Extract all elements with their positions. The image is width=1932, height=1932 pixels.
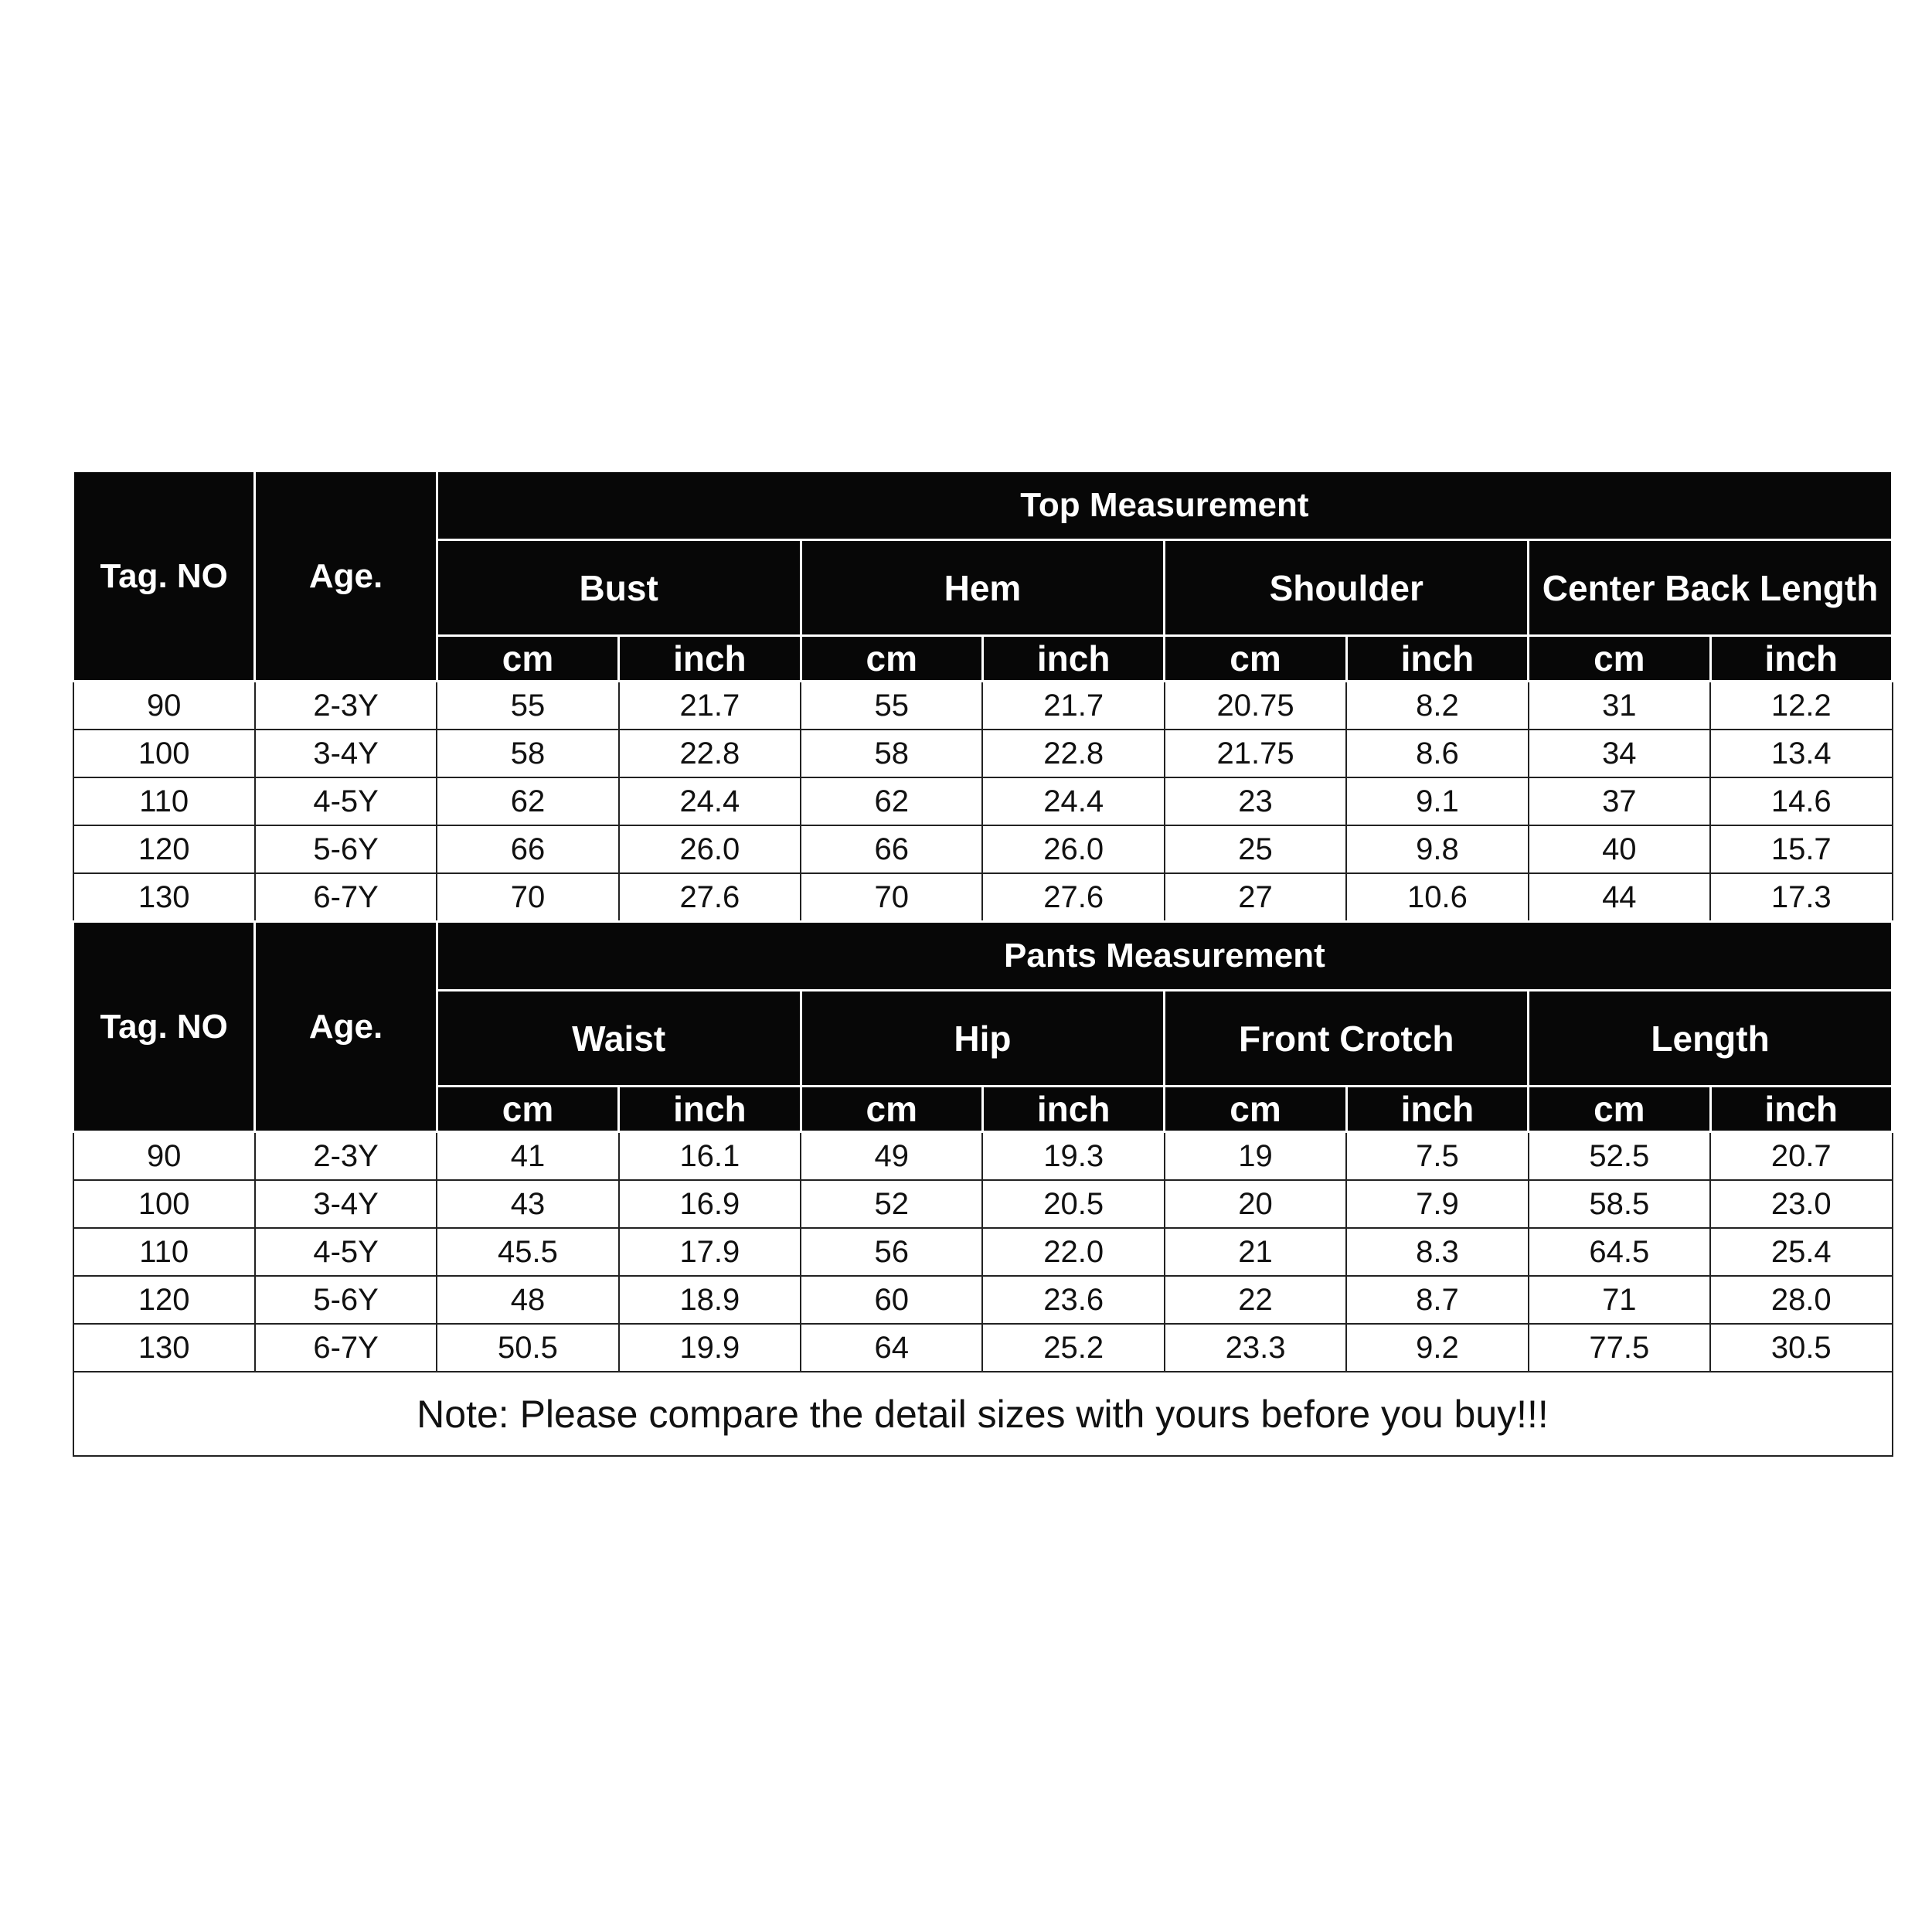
top-measure-header: Bust	[437, 540, 801, 636]
top-measure-header: Shoulder	[1165, 540, 1529, 636]
top-unit-cm: cm	[801, 636, 982, 682]
pants-tag-header: Tag. NO	[73, 922, 255, 1132]
top-table-cell: 8.2	[1346, 682, 1528, 730]
top-table-cell: 34	[1529, 730, 1710, 777]
pants-unit-cm: cm	[1165, 1087, 1346, 1132]
pants-unit-cm: cm	[1529, 1087, 1710, 1132]
pants-header-row-group	[73, 922, 1893, 991]
top-unit-inch: inch	[619, 636, 801, 682]
top-table-cell: 70	[801, 873, 982, 922]
top-table-cell: 23	[1165, 777, 1346, 825]
top-table-cell: 15.7	[1710, 825, 1892, 873]
top-table-cell: 44	[1529, 873, 1710, 922]
top-header-row-group	[73, 471, 1893, 540]
pants-table-row	[73, 1132, 1893, 1181]
top-unit-inch: inch	[982, 636, 1164, 682]
top-table-cell: 2-3Y	[255, 682, 437, 730]
top-table-cell: 25	[1165, 825, 1346, 873]
pants-table-cell: 23.0	[1710, 1180, 1892, 1228]
top-table-cell: 10.6	[1346, 873, 1528, 922]
pants-table-cell: 43	[437, 1180, 618, 1228]
top-table-cell: 8.6	[1346, 730, 1528, 777]
pants-table-cell: 23.3	[1165, 1324, 1346, 1372]
top-table-cell: 9.8	[1346, 825, 1528, 873]
size-table-body	[73, 471, 1893, 1457]
top-unit-cm: cm	[437, 636, 618, 682]
top-table-cell: 14.6	[1710, 777, 1892, 825]
pants-table-cell: 6-7Y	[255, 1324, 437, 1372]
top-tag-header: Tag. NO	[73, 471, 255, 682]
top-table-cell: 21.7	[619, 682, 801, 730]
top-table-cell: 26.0	[619, 825, 801, 873]
top-table-cell: 9.1	[1346, 777, 1528, 825]
pants-table-cell: 21	[1165, 1228, 1346, 1276]
pants-table-cell: 52.5	[1529, 1132, 1710, 1181]
pants-table-cell: 50.5	[437, 1324, 618, 1372]
pants-table-cell: 3-4Y	[255, 1180, 437, 1228]
top-table-cell: 24.4	[982, 777, 1164, 825]
top-unit-inch: inch	[1710, 636, 1892, 682]
pants-table-cell: 17.9	[619, 1228, 801, 1276]
top-table-cell: 6-7Y	[255, 873, 437, 922]
top-table-cell: 66	[437, 825, 618, 873]
pants-table-cell: 41	[437, 1132, 618, 1181]
top-table-cell: 62	[437, 777, 618, 825]
pants-table-cell: 16.1	[619, 1132, 801, 1181]
top-table-row	[73, 730, 1893, 777]
pants-table-cell: 22.0	[982, 1228, 1164, 1276]
pants-table-cell: 77.5	[1529, 1324, 1710, 1372]
top-table-cell: 5-6Y	[255, 825, 437, 873]
pants-unit-inch: inch	[1346, 1087, 1528, 1132]
top-table-cell: 55	[437, 682, 618, 730]
pants-table-cell: 19.9	[619, 1324, 801, 1372]
pants-table-cell: 8.7	[1346, 1276, 1528, 1324]
top-table-cell: 55	[801, 682, 982, 730]
pants-unit-inch: inch	[619, 1087, 801, 1132]
pants-table-cell: 48	[437, 1276, 618, 1324]
pants-table-cell: 4-5Y	[255, 1228, 437, 1276]
pants-table-cell: 64.5	[1529, 1228, 1710, 1276]
top-table-cell: 40	[1529, 825, 1710, 873]
pants-table-cell: 20.7	[1710, 1132, 1892, 1181]
pants-table-cell: 28.0	[1710, 1276, 1892, 1324]
pants-table-row	[73, 1276, 1893, 1324]
top-measure-header: Center Back Length	[1529, 540, 1893, 636]
top-table-row	[73, 777, 1893, 825]
pants-measure-header: Hip	[801, 991, 1165, 1087]
top-table-cell: 90	[73, 682, 255, 730]
pants-unit-cm: cm	[437, 1087, 618, 1132]
pants-table-cell: 5-6Y	[255, 1276, 437, 1324]
pants-table-cell: 9.2	[1346, 1324, 1528, 1372]
pants-table-cell: 30.5	[1710, 1324, 1892, 1372]
top-unit-cm: cm	[1165, 636, 1346, 682]
pants-unit-cm: cm	[801, 1087, 982, 1132]
pants-age-header: Age.	[255, 922, 437, 1132]
top-unit-inch: inch	[1346, 636, 1528, 682]
pants-table-cell: 16.9	[619, 1180, 801, 1228]
pants-table-cell: 49	[801, 1132, 982, 1181]
top-table-cell: 12.2	[1710, 682, 1892, 730]
top-unit-cm: cm	[1529, 636, 1710, 682]
pants-table-cell: 25.4	[1710, 1228, 1892, 1276]
top-table-cell: 70	[437, 873, 618, 922]
pants-measure-header: Length	[1529, 991, 1893, 1087]
top-section-title: Top Measurement	[437, 471, 1892, 540]
pants-measure-header: Waist	[437, 991, 801, 1087]
size-table	[72, 470, 1893, 1457]
pants-table-cell: 20	[1165, 1180, 1346, 1228]
pants-table-cell: 7.5	[1346, 1132, 1528, 1181]
top-table-cell: 37	[1529, 777, 1710, 825]
pants-table-row	[73, 1228, 1893, 1276]
top-table-cell: 20.75	[1165, 682, 1346, 730]
top-table-cell: 21.75	[1165, 730, 1346, 777]
top-table-cell: 4-5Y	[255, 777, 437, 825]
pants-table-cell: 60	[801, 1276, 982, 1324]
pants-table-cell: 8.3	[1346, 1228, 1528, 1276]
size-chart	[72, 470, 1893, 1457]
top-age-header: Age.	[255, 471, 437, 682]
pants-section-title: Pants Measurement	[437, 922, 1892, 991]
pants-table-cell: 130	[73, 1324, 255, 1372]
pants-table-row	[73, 1324, 1893, 1372]
pants-table-cell: 22	[1165, 1276, 1346, 1324]
top-table-cell: 22.8	[982, 730, 1164, 777]
top-table-cell: 62	[801, 777, 982, 825]
pants-table-row	[73, 1180, 1893, 1228]
note-row	[73, 1372, 1893, 1456]
pants-table-cell: 7.9	[1346, 1180, 1528, 1228]
pants-unit-inch: inch	[1710, 1087, 1892, 1132]
pants-table-cell: 23.6	[982, 1276, 1164, 1324]
top-table-cell: 21.7	[982, 682, 1164, 730]
top-table-cell: 17.3	[1710, 873, 1892, 922]
top-measure-header: Hem	[801, 540, 1165, 636]
top-table-cell: 100	[73, 730, 255, 777]
pants-table-cell: 71	[1529, 1276, 1710, 1324]
pants-table-cell: 52	[801, 1180, 982, 1228]
top-table-row	[73, 682, 1893, 730]
pants-table-cell: 25.2	[982, 1324, 1164, 1372]
top-table-cell: 31	[1529, 682, 1710, 730]
pants-table-cell: 45.5	[437, 1228, 618, 1276]
top-table-cell: 13.4	[1710, 730, 1892, 777]
pants-table-cell: 2-3Y	[255, 1132, 437, 1181]
top-table-row	[73, 825, 1893, 873]
top-table-cell: 58	[437, 730, 618, 777]
top-table-cell: 27	[1165, 873, 1346, 922]
top-table-cell: 110	[73, 777, 255, 825]
pants-measure-header: Front Crotch	[1165, 991, 1529, 1087]
top-table-cell: 22.8	[619, 730, 801, 777]
top-table-cell: 66	[801, 825, 982, 873]
top-table-cell: 24.4	[619, 777, 801, 825]
pants-table-cell: 120	[73, 1276, 255, 1324]
pants-table-cell: 19.3	[982, 1132, 1164, 1181]
pants-table-cell: 110	[73, 1228, 255, 1276]
top-table-cell: 27.6	[982, 873, 1164, 922]
pants-table-cell: 56	[801, 1228, 982, 1276]
top-table-cell: 26.0	[982, 825, 1164, 873]
note-text: Note: Please compare the detail sizes with yours before you buy!!!	[73, 1372, 1893, 1456]
pants-table-cell: 18.9	[619, 1276, 801, 1324]
pants-table-cell: 58.5	[1529, 1180, 1710, 1228]
top-table-cell: 120	[73, 825, 255, 873]
pants-table-cell: 90	[73, 1132, 255, 1181]
pants-table-cell: 20.5	[982, 1180, 1164, 1228]
pants-table-cell: 19	[1165, 1132, 1346, 1181]
pants-table-cell: 64	[801, 1324, 982, 1372]
top-table-cell: 3-4Y	[255, 730, 437, 777]
pants-table-cell: 100	[73, 1180, 255, 1228]
pants-unit-inch: inch	[982, 1087, 1164, 1132]
top-table-cell: 58	[801, 730, 982, 777]
top-table-row	[73, 873, 1893, 922]
top-table-cell: 130	[73, 873, 255, 922]
top-table-cell: 27.6	[619, 873, 801, 922]
